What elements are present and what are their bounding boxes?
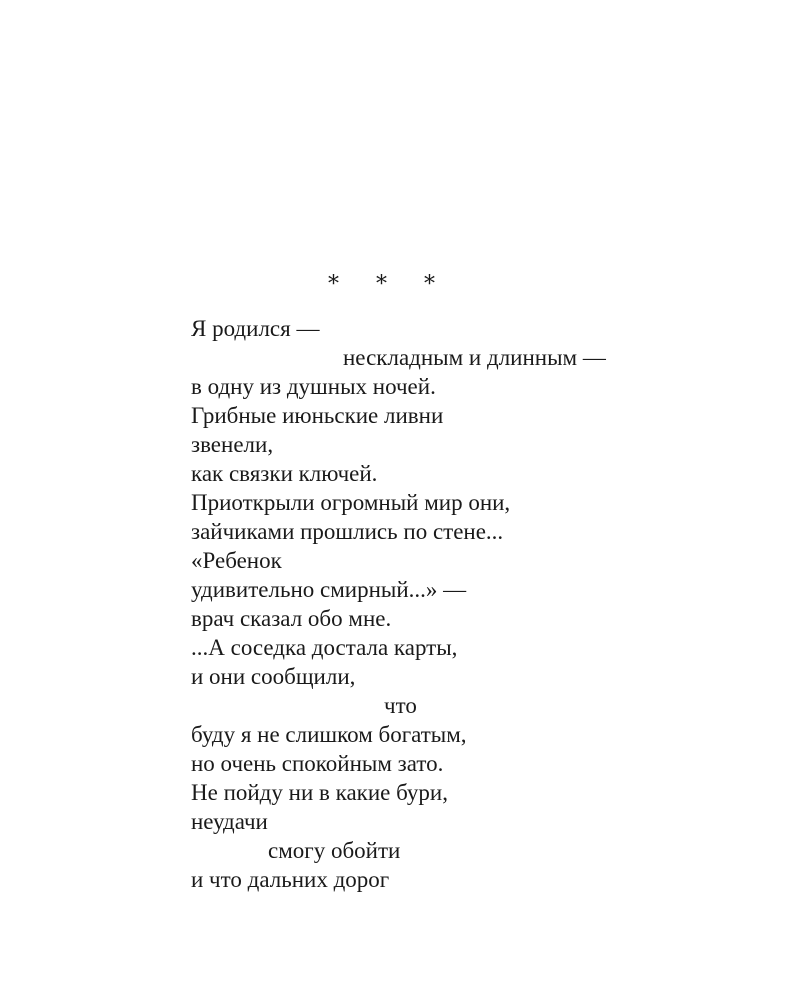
separator-asterisk: * xyxy=(328,272,339,297)
poem-line: Я родился — xyxy=(191,316,320,341)
poem-line: смогу обойти xyxy=(268,838,401,863)
poem-line: Приоткрыли огромный мир они, xyxy=(191,490,511,515)
poem-line: удивительно смирный...» — xyxy=(191,577,467,602)
poem-line: ...А соседка достала карты, xyxy=(191,635,458,660)
poem-line: в одну из душных ночей. xyxy=(191,374,436,399)
poem-line: «Ребенок xyxy=(191,548,282,573)
poem-line: и они сообщили, xyxy=(191,664,356,689)
poem-line: что xyxy=(384,693,417,718)
poem-body xyxy=(191,314,731,894)
poem-line: Не пойду ни в какие бури, xyxy=(191,780,448,805)
poem-line: врач сказал обо мне. xyxy=(191,606,392,631)
poem-line: но очень спокойным зато. xyxy=(191,751,444,776)
section-separator xyxy=(0,270,800,300)
poem-line: звенели, xyxy=(191,432,274,457)
poem-line: и что дальних дорог xyxy=(191,867,390,892)
poem-line: неудачи xyxy=(191,809,268,834)
poem-line: нескладным и длинным — xyxy=(343,345,606,370)
separator-asterisk: * xyxy=(424,272,435,297)
poem-line: как связки ключей. xyxy=(191,461,378,486)
poem-line: буду я не слишком богатым, xyxy=(191,722,467,747)
poem-line: зайчиками прошлись по стене... xyxy=(191,519,504,544)
poem-line: Грибные июньские ливни xyxy=(191,403,444,428)
separator-asterisk: * xyxy=(376,272,387,297)
